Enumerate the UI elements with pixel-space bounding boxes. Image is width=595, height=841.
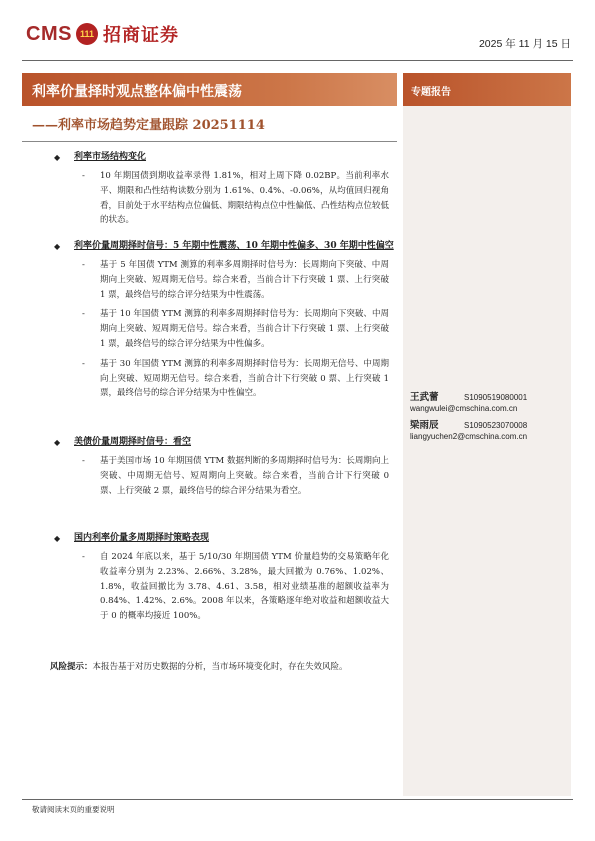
logo-chinese: 招商证券 [102, 25, 179, 46]
analyst-card [410, 420, 527, 442]
diamond-bullet-icon: ◆ [54, 241, 61, 251]
section-title-text: 美债价量周期择时信号：看空 [74, 437, 192, 447]
section-title-text: 国内利率价量多周期择时策略表现 [74, 533, 210, 543]
analyst-id: S1090523070008 [464, 421, 528, 430]
side-panel [403, 106, 571, 796]
dash-bullet-icon: - [82, 358, 85, 369]
paragraph-text: 基于 10 年国债 YTM 测算的利率多周期择时信号为：长周期向下突破、中周期向上突破、短周期无信号。综合来看，当前合计下行突破 1 票、上行突破 1 票，最终信号的综合评分结果为中性偏多。 [100, 309, 389, 349]
analyst-name: 梁雨辰 [410, 420, 439, 431]
report-date: 2025 年 11 月 15 日 [478, 38, 571, 50]
section-title-text: 利率市场结构变化 [74, 152, 147, 162]
dash-bullet-icon: - [82, 552, 85, 562]
footer-note: 敬请阅读末页的重要说明 [32, 805, 115, 814]
section-title [22, 150, 397, 164]
logo-latin: CMS [26, 22, 72, 45]
subtitle-divider [22, 141, 397, 142]
section-paragraph [22, 307, 397, 351]
section-paragraph [22, 169, 397, 228]
analyst-email[interactable]: wangwulei@cmschina.com.cn [410, 404, 518, 413]
paragraph-text: 基于美国市场 10 年期国债 YTM 数据判断的多周期择时信号为：长周期向上突破、中周期无信号、短周期向上突破。综合来看，当前合计下行突破 0 票、上行突破 2 票，最终信号的综合评分结果为看空。 [100, 456, 389, 496]
paragraph-text: 基于 30 年国债 YTM 测算的利率多周期择时信号为：长周期无信号、中周期向上突破、短周期无信号。综合来看，当前合计下行突破 0 票、上行突破 1 票，最终信号的综合评分结果为中性偏空。 [100, 358, 389, 399]
risk-label: 风险提示： [50, 662, 93, 672]
section-title [22, 239, 397, 253]
diamond-bullet-icon: ◆ [54, 152, 61, 162]
risk-warning [50, 660, 390, 675]
paragraph-text: 基于 5 年国债 YTM 测算的利率多周期择时信号为：长周期向下突破、中周期向上突破、短周期无信号。综合来看，当前合计下行突破 1 票、上行突破 1 票，最终信号的综合评分结果为中性震荡。 [100, 260, 389, 300]
report-type-label: 专题报告 [403, 73, 571, 106]
diamond-bullet-icon: ◆ [54, 533, 61, 543]
section-paragraph [22, 357, 397, 401]
company-logo [26, 20, 179, 48]
analyst-email[interactable]: liangyuchen2@cmschina.com.cn [410, 432, 528, 441]
dash-bullet-icon: - [82, 456, 85, 466]
logo-badge-icon: 111 [76, 23, 98, 45]
section-title [22, 531, 397, 545]
dash-bullet-icon: - [82, 309, 85, 320]
diamond-bullet-icon: ◆ [54, 437, 61, 447]
report-subtitle: ——利率市场趋势定量跟踪 20251114 [32, 118, 265, 133]
risk-text: 本报告基于对历史数据的分析，当市场环境变化时，存在失效风险。 [92, 662, 348, 672]
section-title-text: 利率价量周期择时信号：5 年期中性震荡、10 年期中性偏多、30 年期中性偏空 [74, 241, 394, 251]
section-us-signals [22, 435, 397, 498]
analyst-name: 王武蕾 [410, 392, 439, 403]
report-title: 利率价量择时观点整体偏中性震荡 [22, 73, 397, 106]
dash-bullet-icon: - [82, 171, 85, 181]
dash-bullet-icon: - [82, 260, 85, 270]
header-divider [22, 60, 573, 61]
section-paragraph [22, 550, 397, 624]
footer-divider [22, 799, 573, 800]
section-cn-signals [22, 239, 397, 401]
section-structure [22, 150, 397, 228]
section-title [22, 435, 397, 449]
analyst-card [410, 392, 527, 414]
section-paragraph [22, 454, 397, 498]
section-strategy [22, 531, 397, 624]
paragraph-text: 自 2024 年底以来，基于 5/10/30 年期国债 YTM 价量趋势的交易策略年化收益率分别为 2.23%、2.66%、3.28%，最大回撤为 0.76%、1.02%、1.8%，收益回撤比为 3.78、4.61、3.58，相对业绩基准的超额收益率为 0.84%、1.42%、2.6%。2008 年以来，各策略逐年绝对收益和超额收益大于 0 的概率均接近 100%。 [100, 552, 389, 622]
section-paragraph [22, 258, 397, 302]
analyst-id: S1090519080001 [464, 393, 528, 402]
paragraph-text: 10 年期国债到期收益率录得 1.81%，相对上周下降 0.02BP。当前利率水平、期限和凸性结构读数分别为 1.61%、0.4%、-0.06%，从均值回归视角看，目前处于水平结构点位偏低、期限结构点位中性偏低、凸性结构点位较低的状态。 [100, 171, 390, 226]
